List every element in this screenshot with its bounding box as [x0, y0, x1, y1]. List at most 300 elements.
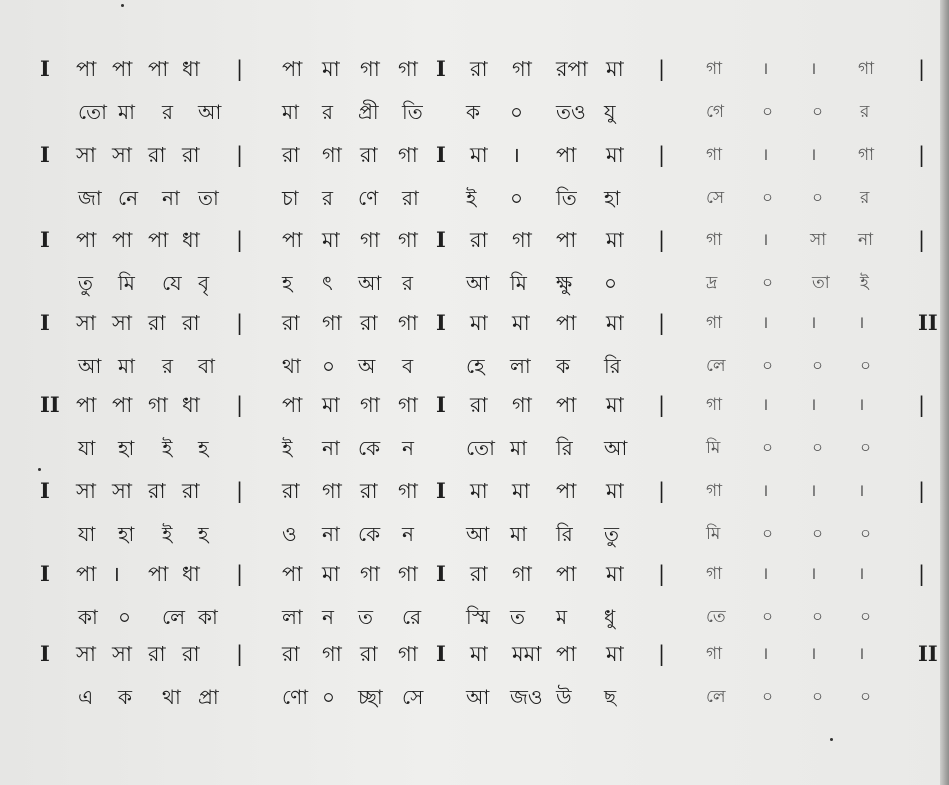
lyric-syllable: র	[402, 271, 414, 295]
lyric-syllable: তও	[556, 100, 586, 124]
lyric-syllable: না	[322, 522, 340, 546]
swara-note: ।	[810, 481, 817, 501]
swara-note: ।	[762, 564, 769, 584]
beat-divider: |	[236, 143, 244, 167]
swara-note: ।	[762, 481, 769, 501]
swara-note: মা	[606, 228, 624, 252]
swara-note: সা	[112, 479, 132, 503]
swara-note: মা	[322, 393, 340, 417]
lyric-syllable: আ	[78, 354, 102, 378]
beat-divider: |	[236, 562, 244, 586]
lyric-syllable: তো	[78, 100, 107, 124]
swara-note: ।	[762, 230, 769, 250]
beat-divider: |	[658, 143, 666, 167]
lyric-syllable: ধু	[604, 605, 616, 629]
swara-note: ।	[762, 313, 769, 333]
lyric-syllable: ণে	[358, 186, 379, 210]
lyric-syllable: চ্ছা	[358, 685, 383, 709]
swara-note: রা	[470, 228, 488, 252]
lyric-syllable: রি	[556, 522, 573, 546]
bar-line: I	[436, 641, 446, 666]
swara-note: সা	[76, 479, 96, 503]
swara-note: ।	[512, 143, 520, 167]
swara-note: গা	[858, 59, 875, 79]
swara-note: পা	[76, 393, 97, 417]
swara-note: মা	[606, 479, 624, 503]
lyric-syllable: তি	[402, 100, 423, 124]
lyric-syllable: ০	[812, 102, 824, 122]
lyric-syllable: তু	[604, 522, 620, 546]
lyric-syllable: মি	[706, 524, 721, 544]
bar-line: I	[436, 56, 446, 81]
lyric-syllable: সে	[402, 685, 424, 709]
beat-divider: |	[658, 393, 666, 417]
bar-line: I	[436, 310, 446, 335]
lyric-syllable: যে	[162, 271, 182, 295]
beat-divider: |	[918, 143, 926, 167]
swara-note: গা	[706, 59, 723, 79]
swara-note: ধা	[182, 393, 200, 417]
beat-divider: |	[918, 479, 926, 503]
swara-row	[0, 474, 949, 508]
swara-note: গা	[512, 57, 532, 81]
swara-note: মমা	[512, 642, 542, 666]
lyric-syllable: ০	[812, 607, 824, 627]
lyric-syllable: উ	[556, 685, 572, 709]
lyric-syllable: ০	[762, 687, 774, 707]
lyric-syllable: মা	[510, 522, 527, 546]
swara-note: রা	[148, 311, 166, 335]
lyric-syllable: ০	[762, 356, 774, 376]
bar-line: I	[436, 392, 446, 417]
lyric-syllable: ই	[162, 522, 173, 546]
swara-note: ।	[762, 145, 769, 165]
lyric-syllable: মা	[510, 436, 527, 460]
bar-line: I	[436, 561, 446, 586]
lyric-syllable: জও	[510, 685, 543, 709]
swara-note: গা	[706, 230, 723, 250]
lyric-syllable: ই	[282, 436, 293, 460]
swara-note: মা	[606, 311, 624, 335]
lyric-syllable: ০	[322, 354, 336, 378]
swara-note: গা	[398, 311, 418, 335]
lyric-syllable: থা	[282, 354, 301, 378]
swara-note: পা	[76, 57, 97, 81]
swara-note: ।	[810, 145, 817, 165]
beat-divider: |	[918, 228, 926, 252]
lyric-syllable: হা	[604, 186, 621, 210]
lyric-syllable: তি	[556, 186, 577, 210]
swara-note: গা	[706, 564, 723, 584]
lyric-row	[0, 600, 949, 634]
swara-note: ধা	[182, 57, 200, 81]
swara-note: ।	[810, 644, 817, 664]
lyric-syllable: আ	[466, 271, 490, 295]
lyric-syllable: ০	[812, 524, 824, 544]
lyric-syllable: র	[860, 188, 870, 208]
beat-divider: |	[658, 479, 666, 503]
swara-note: পা	[76, 228, 97, 252]
lyric-row	[0, 431, 949, 465]
lyric-syllable: তু	[78, 271, 94, 295]
lyric-syllable: ব	[402, 354, 414, 378]
lyric-syllable: স্মি	[466, 605, 490, 629]
lyric-syllable: তা	[198, 186, 219, 210]
swara-note: সা	[76, 311, 96, 335]
beat-divider: |	[658, 57, 666, 81]
swara-note: ।	[858, 395, 865, 415]
beat-divider: |	[918, 562, 926, 586]
ink-speck	[38, 468, 41, 471]
swara-note: মা	[322, 57, 340, 81]
swara-note: না	[858, 230, 874, 250]
lyric-syllable: র	[860, 102, 870, 122]
swara-note: গা	[360, 57, 380, 81]
lyric-syllable: রি	[556, 436, 573, 460]
bar-line: I	[436, 478, 446, 503]
swara-note: রা	[282, 642, 300, 666]
bar-line: I	[40, 56, 50, 81]
swara-note: পা	[556, 642, 577, 666]
swara-note: গা	[148, 393, 168, 417]
swara-note: পা	[556, 143, 577, 167]
lyric-syllable: ই	[466, 186, 477, 210]
swara-note: রপা	[556, 57, 588, 81]
beat-divider: |	[236, 57, 244, 81]
lyric-syllable: প্রা	[198, 685, 219, 709]
lyric-syllable: ০	[118, 605, 132, 629]
swara-note: মা	[606, 562, 624, 586]
swara-row	[0, 138, 949, 172]
swara-note: মা	[470, 143, 488, 167]
swara-note: রা	[360, 311, 378, 335]
bar-line: I	[40, 561, 50, 586]
lyric-row	[0, 349, 949, 383]
lyric-syllable: মি	[706, 438, 721, 458]
lyric-syllable: আ	[198, 100, 222, 124]
swara-note: পা	[112, 57, 133, 81]
lyric-syllable: ০	[762, 102, 774, 122]
lyric-syllable: ই	[162, 436, 173, 460]
swara-note: রা	[282, 311, 300, 335]
lyric-syllable: রি	[604, 354, 621, 378]
swara-note: মা	[512, 479, 530, 503]
beat-divider: |	[658, 642, 666, 666]
lyric-syllable: ছ	[604, 685, 617, 709]
lyric-syllable: ন	[402, 436, 414, 460]
swara-note: মা	[606, 143, 624, 167]
lyric-syllable: ০	[762, 438, 774, 458]
lyric-syllable: ত	[510, 605, 526, 629]
lyric-syllable: হ	[282, 271, 293, 295]
swara-note: পা	[556, 228, 577, 252]
lyric-syllable: ০	[762, 524, 774, 544]
swara-note: পা	[282, 393, 303, 417]
swara-note: ।	[762, 59, 769, 79]
swara-note: সা	[810, 230, 827, 250]
swara-note: পা	[148, 57, 169, 81]
lyric-syllable: হা	[118, 436, 135, 460]
swara-note: ।	[762, 644, 769, 664]
beat-divider: |	[658, 562, 666, 586]
lyric-syllable: ন	[402, 522, 414, 546]
swara-note: সা	[112, 143, 132, 167]
lyric-syllable: কে	[358, 522, 381, 546]
beat-divider: |	[236, 228, 244, 252]
lyric-syllable: র	[162, 100, 174, 124]
lyric-syllable: ০	[860, 438, 872, 458]
lyric-syllable: থা	[162, 685, 181, 709]
lyric-syllable: ০	[812, 438, 824, 458]
swara-note: রা	[148, 642, 166, 666]
lyric-syllable: মা	[118, 100, 135, 124]
swara-note: গা	[706, 481, 723, 501]
swara-note: গা	[706, 313, 723, 333]
lyric-syllable: মি	[510, 271, 527, 295]
swara-note: গা	[706, 395, 723, 415]
swara-note: গা	[398, 479, 418, 503]
swara-note: গা	[398, 642, 418, 666]
lyric-syllable: আ	[604, 436, 628, 460]
swara-note: পা	[556, 562, 577, 586]
bar-line: I	[40, 227, 50, 252]
swara-note: পা	[76, 562, 97, 586]
lyric-syllable: ত	[358, 605, 374, 629]
lyric-syllable: ণো	[282, 685, 309, 709]
lyric-syllable: হা	[118, 522, 135, 546]
swara-note: ।	[858, 481, 865, 501]
swara-note: গা	[322, 143, 342, 167]
lyric-syllable: হ	[198, 436, 209, 460]
lyric-syllable: ক	[556, 354, 570, 378]
lyric-syllable: তো	[466, 436, 495, 460]
lyric-syllable: ক	[466, 100, 480, 124]
lyric-syllable: র	[322, 186, 334, 210]
swara-note: রা	[360, 143, 378, 167]
swara-note: মা	[470, 642, 488, 666]
lyric-syllable: ০	[322, 685, 336, 709]
swara-note: রা	[470, 57, 488, 81]
lyric-syllable: মা	[282, 100, 299, 124]
bar-line: II	[918, 310, 938, 335]
swara-row	[0, 557, 949, 591]
lyric-syllable: রা	[402, 186, 419, 210]
ink-speck	[830, 738, 833, 741]
lyric-syllable: লে	[706, 356, 726, 376]
lyric-syllable: লে	[706, 687, 726, 707]
lyric-syllable: বা	[198, 354, 215, 378]
lyric-syllable: ন	[322, 605, 334, 629]
lyric-syllable: ক	[118, 685, 132, 709]
swara-note: রা	[148, 479, 166, 503]
swara-note: ধা	[182, 228, 200, 252]
bar-line: II	[918, 641, 938, 666]
lyric-syllable: আ	[358, 271, 382, 295]
swara-note: সা	[76, 642, 96, 666]
lyric-syllable: জা	[78, 186, 102, 210]
lyric-syllable: তা	[812, 273, 830, 293]
swara-note: গা	[398, 143, 418, 167]
swara-note: ধা	[182, 562, 200, 586]
lyric-syllable: আ	[466, 522, 490, 546]
swara-note: গা	[858, 145, 875, 165]
lyric-syllable: দ্র	[706, 273, 718, 293]
swara-note: ।	[810, 59, 817, 79]
swara-note: রা	[282, 143, 300, 167]
swara-note: মা	[470, 311, 488, 335]
swara-note: ।	[762, 395, 769, 415]
swara-note: গা	[398, 393, 418, 417]
bar-line: I	[40, 142, 50, 167]
lyric-row	[0, 181, 949, 215]
swara-note: পা	[556, 479, 577, 503]
ink-speck	[121, 4, 124, 7]
swara-note: গা	[512, 562, 532, 586]
lyric-syllable: ক্ষু	[556, 271, 573, 295]
bar-line: I	[40, 641, 50, 666]
beat-divider: |	[658, 311, 666, 335]
lyric-syllable: গে	[706, 102, 725, 122]
swara-row	[0, 637, 949, 671]
lyric-syllable: প্রী	[358, 100, 379, 124]
lyric-syllable: ০	[860, 607, 872, 627]
lyric-syllable: ০	[812, 188, 824, 208]
swara-note: পা	[556, 311, 577, 335]
swara-note: পা	[282, 57, 303, 81]
swara-note: মা	[606, 393, 624, 417]
bar-line: I	[436, 227, 446, 252]
swara-note: মা	[322, 562, 340, 586]
swara-note: পা	[148, 228, 169, 252]
lyric-syllable: এ	[78, 685, 94, 709]
swara-note: পা	[282, 228, 303, 252]
lyric-syllable: হে	[466, 354, 485, 378]
swara-note: মা	[512, 311, 530, 335]
lyric-syllable: চা	[282, 186, 299, 210]
lyric-syllable: র	[322, 100, 334, 124]
beat-divider: |	[236, 393, 244, 417]
lyric-syllable: ম	[556, 605, 568, 629]
swara-note: ।	[858, 644, 865, 664]
swara-note: পা	[112, 393, 133, 417]
lyric-syllable: কা	[78, 605, 98, 629]
bar-line: I	[40, 478, 50, 503]
bar-line: I	[436, 142, 446, 167]
swara-note: পা	[148, 562, 169, 586]
beat-divider: |	[236, 642, 244, 666]
swara-note: গা	[706, 145, 723, 165]
swara-note: ।	[810, 395, 817, 415]
lyric-syllable: ০	[860, 524, 872, 544]
beat-divider: |	[918, 57, 926, 81]
lyric-row	[0, 95, 949, 129]
lyric-syllable: ০	[762, 273, 774, 293]
swara-note: গা	[706, 644, 723, 664]
lyric-syllable: হ	[198, 522, 209, 546]
lyric-syllable: ০	[860, 687, 872, 707]
swara-note: পা	[112, 228, 133, 252]
lyric-syllable: তে	[706, 607, 726, 627]
swara-note: গা	[398, 228, 418, 252]
lyric-syllable: ০	[812, 356, 824, 376]
lyric-row	[0, 517, 949, 551]
swara-note: রা	[470, 562, 488, 586]
swara-note: গা	[322, 311, 342, 335]
lyric-syllable: আ	[466, 685, 490, 709]
swara-row	[0, 388, 949, 422]
lyric-syllable: সে	[706, 188, 725, 208]
swara-note: ।	[810, 564, 817, 584]
swara-note: মা	[606, 57, 624, 81]
swara-note: মা	[470, 479, 488, 503]
lyric-syllable: কে	[358, 436, 381, 460]
swara-note: ।	[810, 313, 817, 333]
lyric-syllable: লে	[162, 605, 186, 629]
lyric-syllable: ০	[762, 607, 774, 627]
lyric-syllable: লা	[510, 354, 531, 378]
beat-divider: |	[658, 228, 666, 252]
lyric-row	[0, 680, 949, 714]
swara-note: গা	[398, 562, 418, 586]
swara-note: গা	[360, 393, 380, 417]
lyric-syllable: কা	[198, 605, 218, 629]
lyric-syllable: না	[162, 186, 180, 210]
beat-divider: |	[918, 393, 926, 417]
swara-note: ।	[858, 564, 865, 584]
swara-note: রা	[360, 642, 378, 666]
swara-note: সা	[112, 642, 132, 666]
swara-note: গা	[512, 228, 532, 252]
swara-note: রা	[182, 143, 200, 167]
lyric-syllable: মা	[118, 354, 135, 378]
swara-note: রা	[470, 393, 488, 417]
lyric-syllable: যা	[78, 436, 96, 460]
swara-note: পা	[556, 393, 577, 417]
swara-note: রা	[182, 479, 200, 503]
lyric-syllable: যা	[78, 522, 96, 546]
swara-note: মা	[606, 642, 624, 666]
swara-note: রা	[360, 479, 378, 503]
swara-note: গা	[512, 393, 532, 417]
swara-note: রা	[148, 143, 166, 167]
beat-divider: |	[236, 479, 244, 503]
lyric-row	[0, 266, 949, 300]
lyric-syllable: ও	[282, 522, 297, 546]
swara-note: গা	[322, 479, 342, 503]
beat-divider: |	[236, 311, 244, 335]
bar-line: II	[40, 392, 60, 417]
swara-note: সা	[76, 143, 96, 167]
lyric-syllable: ০	[860, 356, 872, 376]
lyric-syllable: ০	[604, 271, 618, 295]
lyric-syllable: ই	[860, 273, 869, 293]
swara-note: রা	[182, 642, 200, 666]
lyric-syllable: রে	[402, 605, 422, 629]
lyric-syllable: লা	[282, 605, 303, 629]
swara-note: ।	[858, 313, 865, 333]
swara-row	[0, 52, 949, 86]
swara-note: পা	[282, 562, 303, 586]
swara-note: গা	[322, 642, 342, 666]
swara-note: সা	[112, 311, 132, 335]
swara-note: গা	[398, 57, 418, 81]
lyric-syllable: র	[162, 354, 174, 378]
swara-row	[0, 306, 949, 340]
lyric-syllable: বৃ	[198, 271, 210, 295]
lyric-syllable: যু	[604, 100, 616, 124]
swara-note: গা	[360, 562, 380, 586]
lyric-syllable: না	[322, 436, 340, 460]
